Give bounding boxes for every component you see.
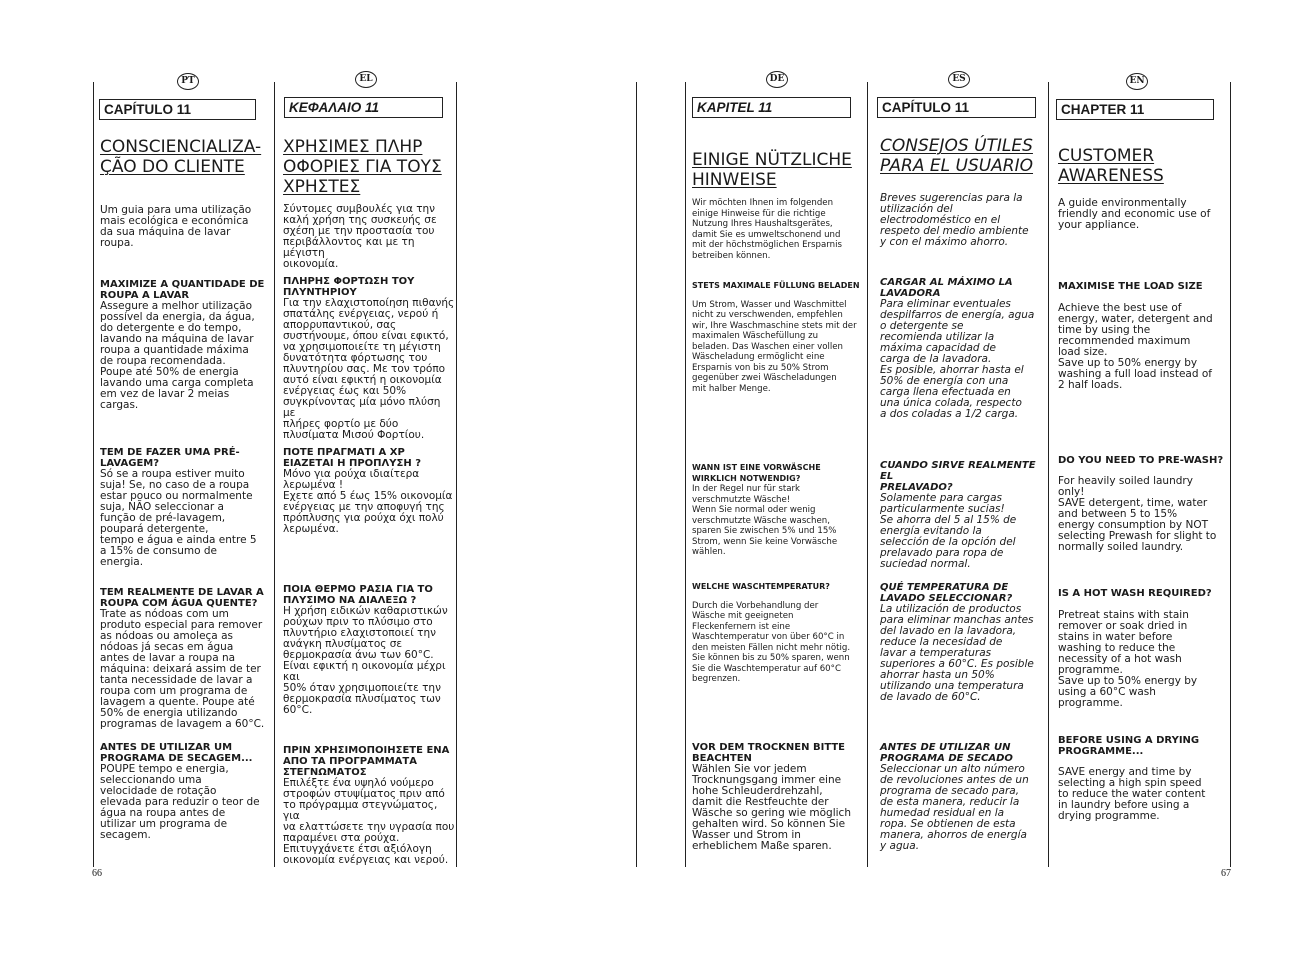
tip-body: POUPE tempo e energia, seleccionando uma velocidade de rotação elevada para reduzir o teor de água na roupa antes de utilizar um programa de secagem. (100, 763, 260, 841)
column-divider (685, 82, 686, 867)
column-divider (456, 82, 457, 867)
tip-section (692, 582, 864, 685)
tip-body: Μόνο για ρούχα ιδιαίτερα λερωμένα ! Εχετε από 5 έως 15% οικονομία ενέργειας με την αποφυγή της πρόπλυσης για ρούχα όχι πολύ λερωμένα. (283, 468, 453, 535)
tip-heading: QUÉ TEMPERATURA DE LAVADO SELECCIONAR? (880, 582, 1013, 604)
tip-heading: CARGAR AL MÁXIMO LA LAVADORA (880, 277, 1013, 299)
tip-body: In der Regel nur für stark verschmutzte Wäsche! Wenn Sie normal oder wenig verschmutzte Wäsche waschen, sparen Sie zwischen 5% und 15% Strom, wenn Sie keine Vorwäsche wählen. (692, 484, 838, 557)
column-divider (274, 82, 275, 867)
tip-heading: CUANDO SIRVE REALMENTE EL PRELAVADO? (880, 460, 1036, 493)
tip-heading: STETS MAXIMALE FÜLLUNG BELADEN (692, 281, 860, 290)
section-title: EINIGE NÜTZLICHE HINWEISE (692, 150, 852, 190)
intro-text: A guide environmentally friendly and economic use of your appliance. (1058, 197, 1211, 231)
language-badge-en: EN (1126, 73, 1148, 90)
column-divider (867, 82, 868, 867)
tip-heading: MAXIMISE THE LOAD SIZE (1058, 281, 1203, 292)
tip-section (100, 447, 272, 568)
language-badge-es: ES (948, 71, 970, 88)
tip-section (692, 742, 864, 852)
column-divider (1048, 82, 1049, 867)
tip-body: Trate as nódoas com um produto especial para remover as nódoas ou amoleça as nódoas já secas em água antes de lavar a roupa na máquina: deixará assim de ter tanta necessidade de lavar a roupa com um programa de lavagem a quente. Poupe até 50% de energia utilizando programas de lavagem a 60°C. (100, 608, 265, 730)
tip-body: La utilización de productos para eliminar manchas antes del lavado en la lavadora, reduce la necesidad de lavar a temperaturas superiores a 60°C. Es posible ahorrar hasta un 50% utilizando una temperatura de lavado de 60°C. (880, 603, 1034, 703)
section-title: CUSTOMER AWARENESS (1058, 146, 1164, 186)
section-title: CONSCIENCIALIZA- ÇÃO DO CLIENTE (100, 137, 262, 177)
tip-section (100, 742, 272, 841)
tip-section (692, 281, 864, 394)
tip-body: Η χρήση ειδικών καθαριστικών ρούχων πριν το πλύσιμο στο πλυντήριο ελαχιστοποιεί την ανάγκη πλυσίματος σε θερμοκρασία άνω των 60°C. Είναι εφικτή η οικονομία μέχρι και 50% όταν χρησιμοποιείτε την θερμοκρασία πλυσίματος των 60°C. (283, 605, 448, 716)
tip-heading: ANTES DE UTILIZAR UN PROGRAMA DE SECADO (880, 742, 1013, 764)
tip-body: Wählen Sie vor jedem Trocknungsgang immer eine hohe Schleuderdrehzahl, damit die Restfeuchte der Wäsche so gering wie möglich gehalten wird. So können Sie Wasser und Strom in erheblichem Maße sparen. (692, 763, 851, 852)
intro-text: Um guia para uma utilização mais ecológica e económica da sua máquina de lavar roupa. (100, 204, 252, 249)
language-badge-el: EL (355, 71, 377, 88)
tip-body: Achieve the best use of energy, water, detergent and time by using the recommended maximum load size. Save up to 50% energy by washing a full load instead of 2 half loads. (1058, 302, 1213, 391)
language-badge-de: DE (766, 71, 788, 88)
tip-section (100, 279, 272, 411)
tip-section (1058, 588, 1228, 709)
intro-text: Breves sugerencias para la utilización del electrodoméstico en el respeto del medio ambiente y con el máximo ahorro. (880, 192, 1029, 248)
tip-heading: IS A HOT WASH REQUIRED? (1058, 588, 1212, 599)
tip-section (283, 276, 455, 441)
intro-text: Wir möchten Ihnen im folgenden einige Hinweise für die richtige Nutzung Ihres Haushaltsgerätes, damit Sie es umweltschonend und mit der höchstmöglichen Ersparnis betreiben können. (692, 198, 842, 261)
tip-section (1058, 455, 1228, 553)
tip-section (1058, 281, 1228, 391)
tip-heading: WELCHE WASCHTEMPERATUR? (692, 582, 830, 591)
tip-heading: DO YOU NEED TO PRE-WASH? (1058, 455, 1224, 466)
language-badge-pt: PT (177, 73, 199, 90)
tip-heading: TEM REALMENTE DE LAVAR A ROUPA COM ÁGUA QUENTE? (100, 587, 264, 609)
tip-heading: ΠΟΤΕ ΠΡΑΓΜΑΤΙ Α ΧΡ ΕΙΑΖΕΤΑΙ Η ΠΡΟΠΛΥΣΗ ? (283, 447, 422, 469)
tip-section (283, 745, 455, 866)
tip-heading: BEFORE USING A DRYING PROGRAMME... (1058, 735, 1200, 757)
column-divider (93, 82, 94, 867)
tip-heading: ΠΛΗΡΗΣ ΦΟΡΤΩΣΗ ΤΟΥ ΠΛΥΝΤΗΡΙΟΥ (283, 276, 415, 298)
tip-section (283, 447, 455, 535)
tip-section (880, 742, 1048, 852)
page-number-right: 67 (1221, 868, 1231, 879)
tip-heading: WANN IST EINE VORWÄSCHE WIRKLICH NOTWENDIG? (692, 463, 821, 483)
tip-body: SAVE energy and time by selecting a high spin speed to reduce the water content in laundry before using a drying programme. (1058, 766, 1206, 822)
tip-body: For heavily soiled laundry only! SAVE detergent, time, water and between 5 to 15% energy consumption by NOT selecting Prewash for slight to normally soiled laundry. (1058, 475, 1217, 553)
tip-body: Solamente para cargas particularmente sucias! Se ahorra del 5 al 15% de energía evitando la selección de la opción del prelavado para ropa de suciedad normal. (880, 492, 1017, 570)
page-fold-divider (636, 82, 637, 867)
chapter-heading: CAPÍTULO 11 (877, 97, 1036, 118)
tip-heading: ΠΡΙΝ ΧΡΗΣΙΜΟΠΟΙΗΣΕΤΕ ΕΝΑ ΑΠΟ ΤΑ ΠΡΟΓΡΑΜΜΑΤΑ ΣΤΕΓΝΩΜΑΤΟΣ (283, 745, 450, 778)
page-number-left: 66 (92, 868, 102, 879)
tip-section (1058, 735, 1228, 822)
tip-section (880, 582, 1048, 703)
tip-heading: ANTES DE UTILIZAR UM PROGRAMA DE SECAGEM... (100, 742, 253, 764)
tip-section (692, 463, 864, 558)
tip-heading: VOR DEM TROCKNEN BITTE BEACHTEN (692, 742, 846, 764)
column-divider (1230, 82, 1231, 867)
tip-body: Para eliminar eventuales despilfarros de energía, agua o detergente se recomienda utilizar la máxima capacidad de carga de la lavadora. Es posible, ahorrar hasta el 50% de energía con una carga llena efectuada en una única colada, respecto a dos coladas a 1/2 carga. (880, 298, 1035, 420)
tip-body: Pretreat stains with stain remover or soak dried in stains in water before washing to reduce the necessity of a hot wash programme. Save up to 50% energy by using a 60°C wash programme. (1058, 609, 1198, 709)
tip-body: Assegure a melhor utilização possível da energia, da água, do detergente e do tempo, lavando na máquina de lavar roupa a quantidade máxima de roupa recomendada. Poupe até 50% de energia lavando uma carga completa em vez de lavar 2 meias cargas. (100, 300, 255, 411)
tip-heading: TEM DE FAZER UMA PRÉ- LAVAGEM? (100, 447, 240, 469)
tip-body: Só se a roupa estiver muito suja! Se, no caso de a roupa estar pouco ou normalmente suja, NÃO seleccionar a função de pré-lavagem, poupará detergente, tempo e água e ainda entre 5 a 15% de consumo de energia. (100, 468, 257, 568)
intro-text: Σύντομες συμβουλές για την καλή χρήση της συσκευής σε σχέση με την προστασία του περιβάλλοντος και με τη μέγιστη οικονομία. (283, 203, 437, 270)
chapter-heading: ΚΕΦΑΛΑΙΟ 11 (284, 97, 443, 118)
tip-body: Για την ελαχιστοποίηση πιθανής σπατάλης ενέργειας, νερού ή απορρυπαντικού, σας συστήνουμε, όπου είναι εφικτό, να χρησιμοποιείτε τη μέγιστη δυνατότητα φόρτωσης του πλυντηρίου σας. Με τον τρόπο αυτό είναι εφικτή η οικονομία ενέργειας έως και 50% συγκρίνοντας μία μόνο πλύση με πλήρες φορτίο με δύο πλυσίματα Μισού Φορτίου. (283, 297, 455, 441)
tip-section (880, 460, 1048, 570)
chapter-heading: KAPITEL 11 (692, 97, 851, 118)
tip-section (880, 277, 1048, 420)
tip-section (283, 584, 455, 716)
chapter-heading: CAPÍTULO 11 (99, 99, 256, 120)
tip-body: Επιλέξτε ένα υψηλό νούμερο στροφών στυψίματος πριν από το πρόγραμμα στεγνώματος, για να ελαττώσετε την υγρασία που παραμένει στα ρούχα. Επιτυγχάνετε έτσι αξιόλογη οικονομία ενέργειας και νερού. (283, 777, 455, 866)
tip-heading: MAXIMIZE A QUANTIDADE DE ROUPA A LAVAR (100, 279, 265, 301)
tip-heading: ΠΟΙΑ ΘΕΡΜΟ ΡΑΣΙΑ ΓΙΑ ΤΟ ΠΛΥΣΙΜΟ ΝΑ ΔΙΑΛΕΞΩ ? (283, 584, 433, 606)
tip-section (100, 587, 272, 730)
tip-body: Durch die Vorbehandlung der Wäsche mit geeigneten Fleckenfernern ist eine Waschtemperatur von über 60°C in den meisten Fällen nicht mehr nötig. Sie können bis zu 50% sparen, wenn Sie die Waschtemperatur auf 60°C begrenzen. (692, 600, 851, 684)
section-title: CONSEJOS ÚTILES PARA EL USUARIO (880, 136, 1034, 176)
tip-body: Seleccionar un alto número de revoluciones antes de un programa de secado para, de esta manera, reducir la humedad residual en la ropa. Se obtienen de esta manera, ahorros de energía y agua. (880, 763, 1029, 852)
tip-body: Um Strom, Wasser und Waschmittel nicht zu verschwenden, empfehlen wir, Ihre Waschmaschine stets mit der maximalen Wäschefüllung zu beladen. Das Waschen einer vollen Wäscheladung ermöglicht eine Ersparnis von bis zu 50% Strom gegenüber zwei Wäscheladungen mit halber Menge. (692, 299, 857, 394)
chapter-heading: CHAPTER 11 (1056, 99, 1214, 120)
section-title: ΧΡΗΣΙΜΕΣ ΠΛΗΡ ΟΦΟΡΙΕΣ ΓΙΑ ΤΟΥΣ ΧΡΗΣΤΕΣ (283, 137, 442, 197)
